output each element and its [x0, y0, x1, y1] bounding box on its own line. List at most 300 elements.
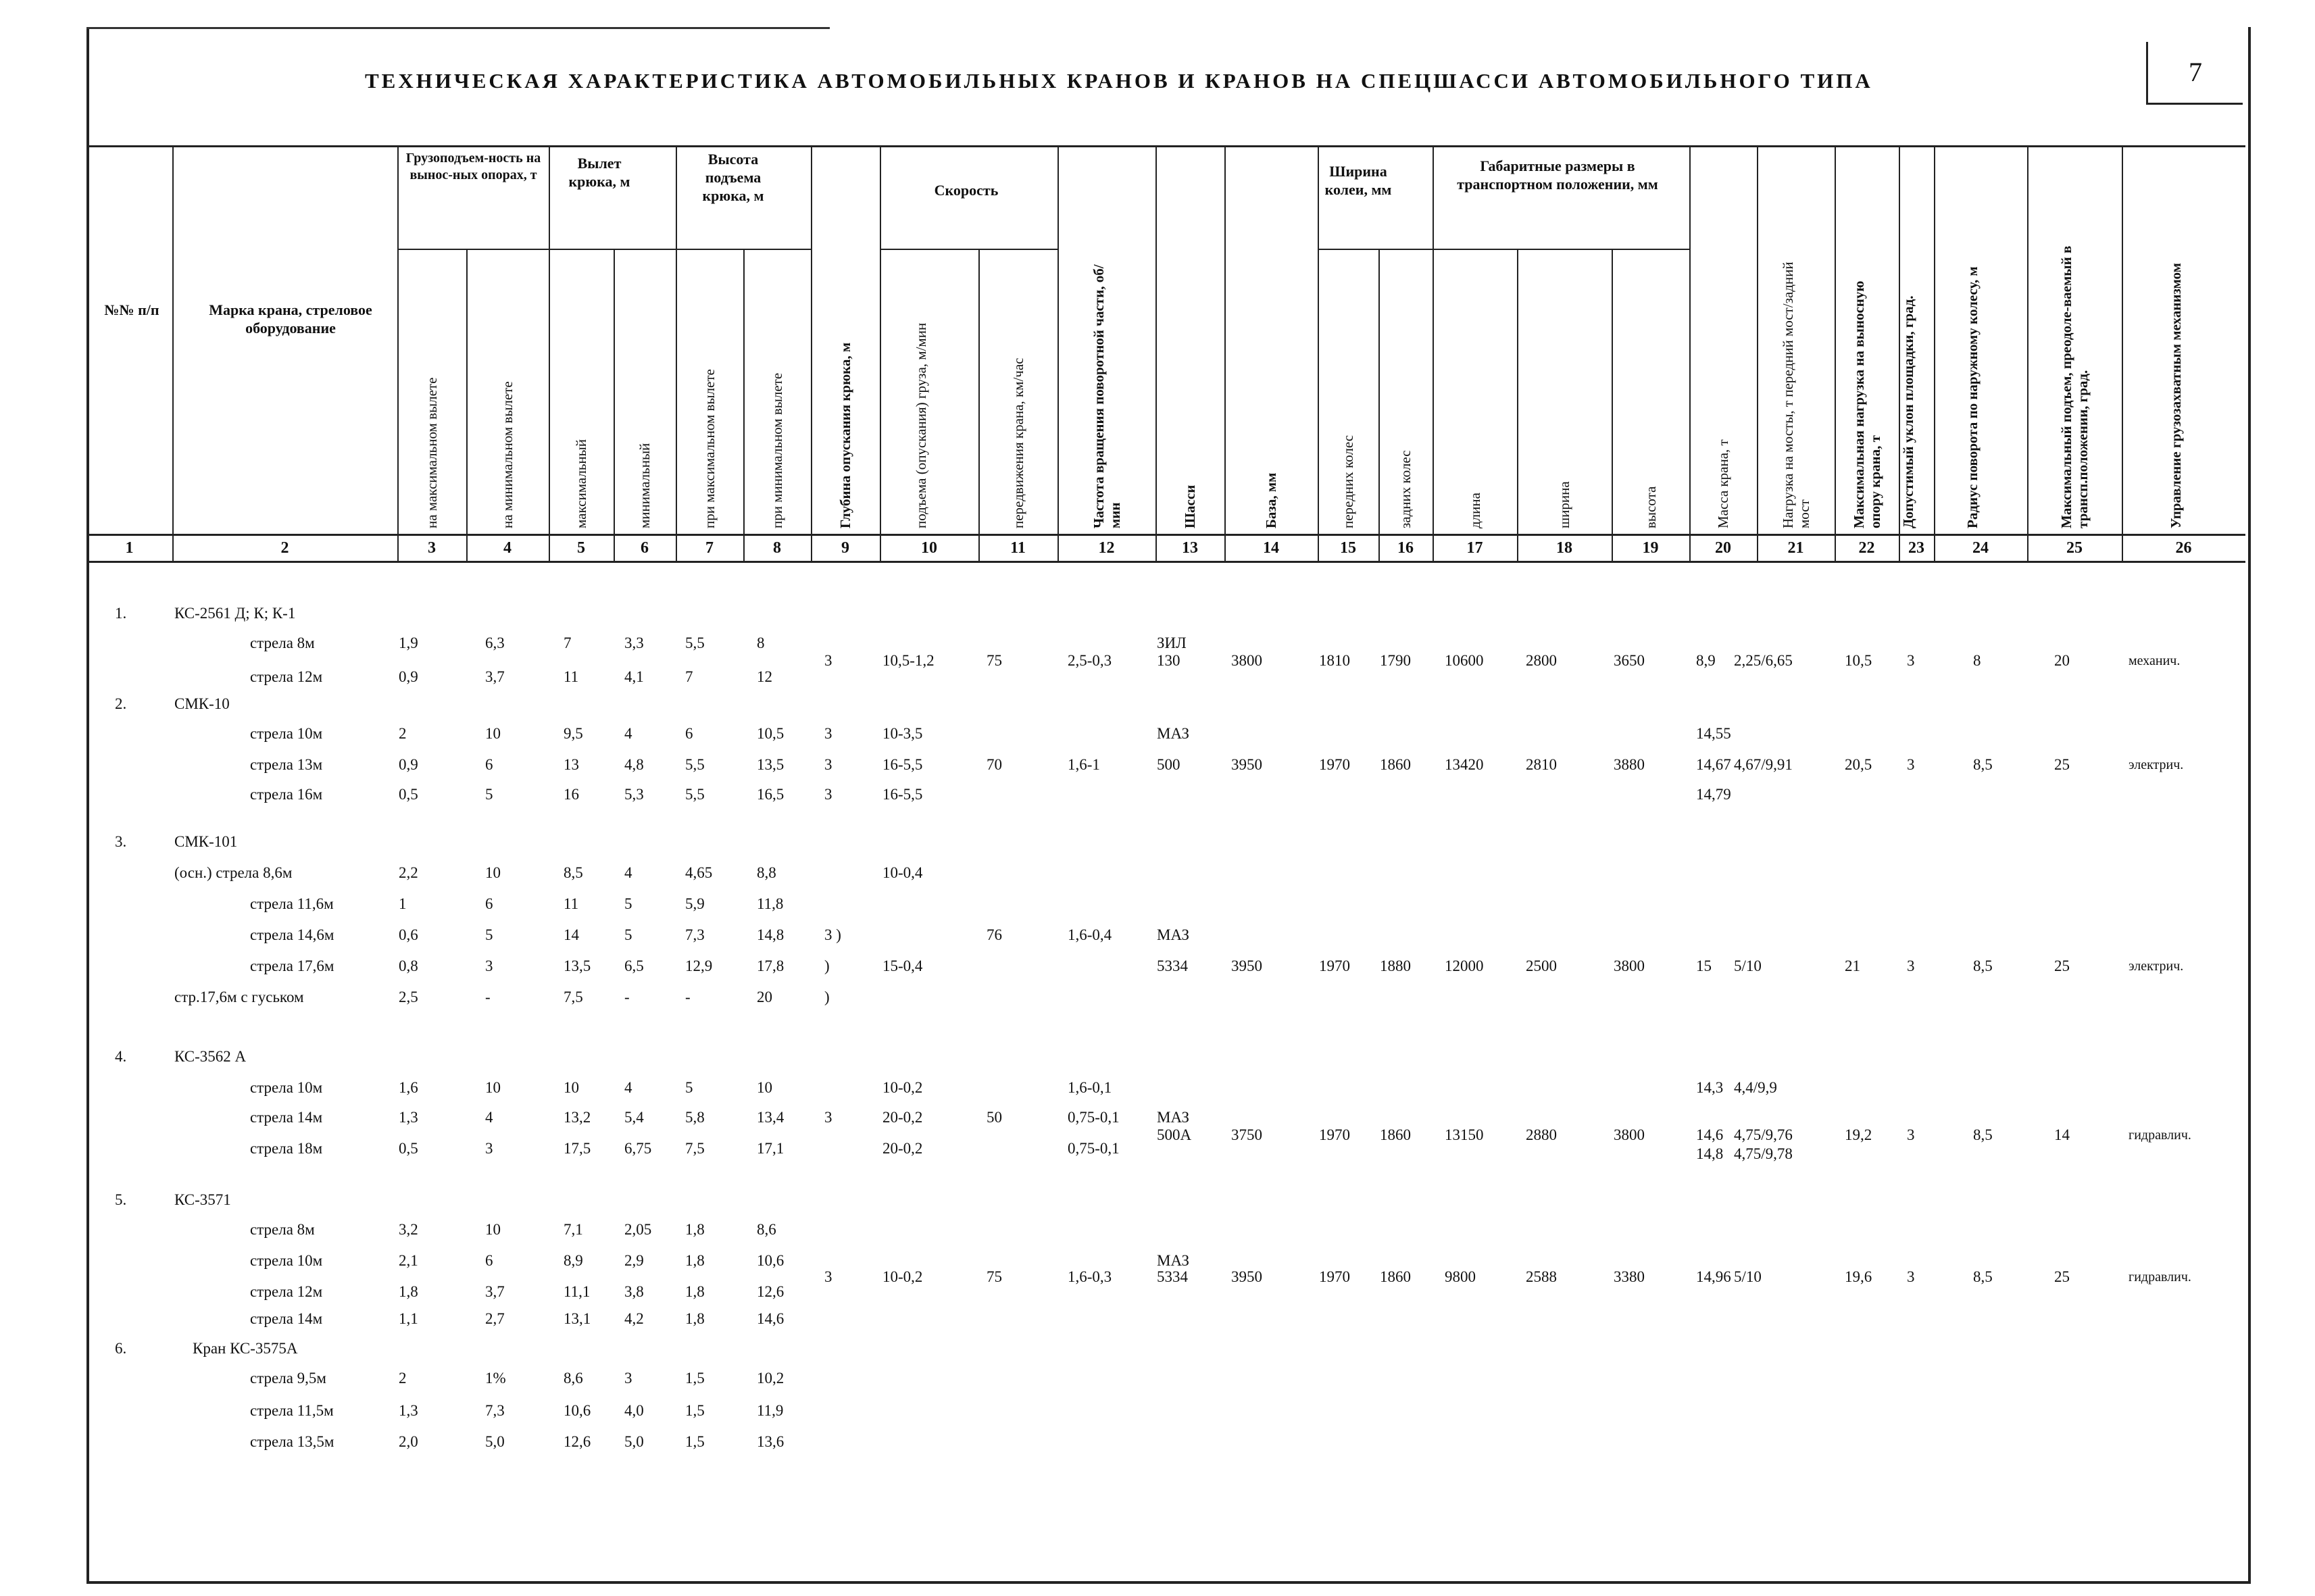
table-cell-c9: 3 — [824, 725, 832, 742]
table-cell-c20: 14,55 — [1696, 725, 1731, 742]
table-cell-c3: 1,9 — [399, 634, 418, 651]
table-cell-c3: 1,3 — [399, 1109, 418, 1126]
grid-number-rule — [86, 561, 2245, 563]
header-lift-speed: подъема (опускания) груза, м/мин — [913, 322, 929, 528]
table-cell-c4: 3 — [485, 1140, 493, 1157]
table-cell-c2: стрела 13м — [250, 756, 323, 773]
table-cell-c1: 1. — [115, 605, 127, 622]
grid-column-rule — [1517, 249, 1518, 561]
table-cell-c5: 13 — [564, 756, 579, 773]
table-cell-c24: 8,5 — [1973, 957, 1993, 974]
grid-column-rule — [1612, 249, 1613, 561]
header-num: №№ п/п — [104, 301, 159, 318]
page-frame — [86, 27, 2251, 1584]
grid-column-rule — [1318, 145, 1319, 561]
column-number: 26 — [2175, 539, 2192, 557]
column-number: 23 — [1908, 539, 1924, 557]
table-cell-c9: 3 — [824, 786, 832, 803]
table-cell-c3: 2,2 — [399, 864, 418, 881]
grid-subheader-rule — [397, 249, 549, 250]
table-cell-c5: 11,1 — [564, 1283, 591, 1300]
table-cell-c16: 1790 — [1380, 652, 1411, 669]
table-cell-c1: 4. — [115, 1048, 127, 1065]
table-cell-c13: 500 — [1157, 756, 1180, 773]
table-cell-c12: 1,6-0,4 — [1068, 926, 1112, 943]
table-cell-c8: 10,5 — [757, 725, 785, 742]
table-cell-c15: 1970 — [1319, 1268, 1350, 1285]
table-cell-c2: стрела 8м — [250, 1221, 315, 1238]
table-cell-c7: 5,9 — [685, 895, 705, 912]
table-cell-c6: 3,3 — [624, 634, 644, 651]
table-cell-c5: 14 — [564, 926, 579, 943]
column-number: 2 — [280, 539, 289, 557]
table-cell-c18: 2500 — [1526, 957, 1557, 974]
column-number: 4 — [503, 539, 512, 557]
table-cell-c7: 1,8 — [685, 1283, 705, 1300]
table-cell-c7: 1,5 — [685, 1433, 705, 1450]
table-cell-c21: 4,4/9,9 — [1734, 1079, 1777, 1096]
table-cell-c18: 2588 — [1526, 1268, 1557, 1285]
grid-top-rule — [86, 145, 2245, 147]
grid-subheader-rule — [880, 249, 1057, 250]
grid-column-rule — [1757, 145, 1758, 561]
table-cell-c16: 1880 — [1380, 957, 1411, 974]
table-cell-c3: 1,8 — [399, 1283, 418, 1300]
table-cell-c11: 50 — [987, 1109, 1002, 1126]
header-cap-max: на максимальном вылете — [424, 377, 440, 528]
table-cell-c21: 4,67/9,91 — [1734, 756, 1793, 773]
header-base: База, мм — [1263, 472, 1279, 528]
table-cell-c8: 17,1 — [757, 1140, 785, 1157]
table-cell-c5: 13,1 — [564, 1310, 591, 1327]
grid-column-rule — [1155, 145, 1157, 561]
table-cell-c3: 0,9 — [399, 756, 418, 773]
table-cell-c6: 4 — [624, 1079, 632, 1096]
table-cell-c4: 6 — [485, 895, 493, 912]
table-cell-c19: 3650 — [1614, 652, 1645, 669]
table-cell-c8: 8,6 — [757, 1221, 776, 1238]
table-cell-c5: 13,5 — [564, 957, 591, 974]
table-cell-c5: 7,1 — [564, 1221, 583, 1238]
table-cell-c19: 3880 — [1614, 756, 1645, 773]
table-cell-c4: 10 — [485, 1079, 501, 1096]
grid-column-rule — [978, 249, 980, 561]
table-cell-c3: 0,9 — [399, 668, 418, 685]
table-cell-c21: 5/10 — [1734, 957, 1762, 974]
table-cell-c22: 10,5 — [1845, 652, 1872, 669]
table-cell-c4: 6 — [485, 756, 493, 773]
table-cell-c2a: КС-3562 А — [174, 1048, 247, 1065]
table-cell-c2: стрела 11,6м — [250, 895, 334, 912]
table-cell-c10: 20-0,2 — [882, 1109, 923, 1126]
table-cell-c6: 5 — [624, 926, 632, 943]
grid-column-rule — [1433, 145, 1434, 561]
table-cell-c2: стрела 17,6м — [250, 957, 334, 974]
grid-column-rule — [1378, 249, 1380, 561]
table-cell-c19: 3800 — [1614, 1126, 1645, 1143]
table-cell-c23: 3 — [1907, 756, 1915, 773]
table-cell-c15: 1970 — [1319, 1126, 1350, 1143]
table-cell-c2c: Кран КС-3575А — [193, 1340, 298, 1357]
table-cell-c20: 14,6 — [1696, 1126, 1724, 1143]
column-number: 20 — [1715, 539, 1731, 557]
table-cell-c18: 2810 — [1526, 756, 1557, 773]
grid-column-rule — [1224, 145, 1226, 561]
table-cell-c7: 5,5 — [685, 786, 705, 803]
table-cell-c2: стрела 10м — [250, 1079, 323, 1096]
table-cell-c7: 7,5 — [685, 1140, 705, 1157]
table-cell-c3: 2 — [399, 725, 407, 742]
table-cell-c10: 10-0,4 — [882, 864, 923, 881]
table-cell-c24: 8,5 — [1973, 1268, 1993, 1285]
table-cell-c10: 15-0,4 — [882, 957, 923, 974]
table-cell-c5: 8,6 — [564, 1370, 583, 1387]
table-cell-c17: 13150 — [1445, 1126, 1484, 1143]
table-cell-c23: 3 — [1907, 652, 1915, 669]
table-cell-c26: гидравлич. — [2129, 1270, 2191, 1285]
column-number: 7 — [705, 539, 714, 557]
header-radius: Радиус поворота по наружному колесу, м — [1964, 266, 1981, 528]
header-reach-min: минимальный — [637, 443, 653, 528]
table-cell-c25: 25 — [2054, 756, 2070, 773]
table-cell-c5: 8,5 — [564, 864, 583, 881]
table-cell-c3: 0,5 — [399, 1140, 418, 1157]
table-cell-c4: 5 — [485, 786, 493, 803]
table-cell-c4: 3,7 — [485, 1283, 505, 1300]
table-cell-c19: 3380 — [1614, 1268, 1645, 1285]
table-cell-c22: 19,6 — [1845, 1268, 1872, 1285]
table-cell-c20: 15 — [1696, 957, 1712, 974]
table-cell-c3: 0,5 — [399, 786, 418, 803]
column-number: 17 — [1466, 539, 1483, 557]
table-cell-c11: 76 — [987, 926, 1002, 943]
table-cell-c6: 5 — [624, 895, 632, 912]
table-cell-c2: стрела 16м — [250, 786, 323, 803]
grid-subheader-rule — [1433, 249, 1689, 250]
table-cell-c7: 6 — [685, 725, 693, 742]
table-cell-c8: 13,4 — [757, 1109, 785, 1126]
table-cell-c6: 4,1 — [624, 668, 644, 685]
table-cell-c13: МАЗ — [1157, 926, 1190, 943]
table-cell-c9: 3 — [824, 652, 832, 669]
table-cell-c17: 13420 — [1445, 756, 1484, 773]
table-cell-c26: электрич. — [2129, 959, 2184, 974]
table-cell-c9: ) — [824, 989, 830, 1005]
table-cell-c5: 17,5 — [564, 1140, 591, 1157]
table-cell-c16: 1860 — [1380, 1126, 1411, 1143]
grid-column-rule — [1689, 145, 1691, 561]
header-h-min: при минимальном вылете — [769, 372, 785, 528]
table-cell-c4: - — [485, 989, 491, 1005]
table-cell-c8: 12,6 — [757, 1283, 785, 1300]
header-reach-max: максимальный — [573, 439, 589, 528]
header-track: Ширина колеи, мм — [1324, 163, 1392, 198]
table-cell-c2: стрела 9,5м — [250, 1370, 326, 1387]
table-cell-c6: 5,4 — [624, 1109, 644, 1126]
table-cell-c9: 3 — [824, 1268, 832, 1285]
table-cell-c14: 3950 — [1231, 957, 1262, 974]
table-cell-c5: 8,9 — [564, 1252, 583, 1269]
grid-column-rule — [466, 249, 468, 561]
table-cell-c17: 12000 — [1445, 957, 1484, 974]
table-cell-c6: 5,3 — [624, 786, 644, 803]
table-cell-c7: 1,5 — [685, 1402, 705, 1419]
table-cell-c9: 3 — [824, 1109, 832, 1126]
table-cell-c2a: КС-2561 Д; К; К-1 — [174, 605, 296, 622]
table-cell-c10: 10-3,5 — [882, 725, 923, 742]
table-cell-c2b: стр.17,6м с гуськом — [174, 989, 304, 1005]
table-cell-c23: 3 — [1907, 1268, 1915, 1285]
header-depth: Глубина опускания крюка, м — [837, 342, 853, 528]
table-cell-c4: 10 — [485, 725, 501, 742]
header-mass: Масса крана, т — [1715, 439, 1731, 528]
table-cell-c7: - — [685, 989, 691, 1005]
column-number: 16 — [1397, 539, 1414, 557]
table-cell-c2: стрела 12м — [250, 668, 323, 685]
table-cell-c3: 0,8 — [399, 957, 418, 974]
table-cell-c7: 12,9 — [685, 957, 713, 974]
column-number: 15 — [1340, 539, 1356, 557]
table-cell-c6: 3 — [624, 1370, 632, 1387]
grid-subheader-rule — [1318, 249, 1433, 250]
table-cell-c19: 3800 — [1614, 957, 1645, 974]
table-cell-c6: 2,05 — [624, 1221, 652, 1238]
table-cell-c8: 16,5 — [757, 786, 785, 803]
table-cell-c5: 7 — [564, 634, 572, 651]
table-cell-c11: 75 — [987, 1268, 1002, 1285]
header-speed: Скорость — [934, 182, 999, 199]
table-cell-c4: 5,0 — [485, 1433, 505, 1450]
table-cell-c8: 11,8 — [757, 895, 784, 912]
table-cell-c10: 10-0,2 — [882, 1268, 923, 1285]
table-cell-c8: 14,8 — [757, 926, 785, 943]
table-cell-c10: 20-0,2 — [882, 1140, 923, 1157]
table-cell-c6: 4 — [624, 864, 632, 881]
table-cell-c8: 10 — [757, 1079, 772, 1096]
table-cell-c8: 17,8 — [757, 957, 785, 974]
table-cell-c8: 8,8 — [757, 864, 776, 881]
table-cell-c12: 0,75-0,1 — [1068, 1140, 1120, 1157]
table-cell-c8: 10,6 — [757, 1252, 785, 1269]
table-cell-c17: 10600 — [1445, 652, 1484, 669]
table-cell-c2a: СМК-10 — [174, 695, 230, 712]
table-cell-c3: 2 — [399, 1370, 407, 1387]
table-cell-c23: 3 — [1907, 957, 1915, 974]
table-cell-c2: стрела 10м — [250, 1252, 323, 1269]
grid-column-rule — [743, 249, 745, 561]
column-number: 25 — [2066, 539, 2083, 557]
table-cell-c12: 1,6-1 — [1068, 756, 1100, 773]
table-cell-c2: стрела 12м — [250, 1283, 323, 1300]
table-cell-c7: 4,65 — [685, 864, 713, 881]
table-cell-c16: 1860 — [1380, 1268, 1411, 1285]
grid-column-rule — [1835, 145, 1836, 561]
grid-column-rule — [1057, 145, 1059, 561]
column-number: 21 — [1787, 539, 1804, 557]
table-cell-c24: 8 — [1973, 652, 1981, 669]
grid-subheader-rule — [549, 249, 676, 250]
table-cell-c24: 8,5 — [1973, 1126, 1993, 1143]
header-axle: Нагрузка на мосты, т передний мост/задний мост — [1779, 261, 1812, 528]
table-cell-c20: 14,8 — [1696, 1145, 1724, 1162]
column-number: 10 — [921, 539, 937, 557]
table-cell-c6: 3,8 — [624, 1283, 644, 1300]
table-cell-c7: 5,8 — [685, 1109, 705, 1126]
table-cell-c4: 6,3 — [485, 634, 505, 651]
table-cell-c7: 1,8 — [685, 1221, 705, 1238]
header-length: длина — [1466, 493, 1483, 528]
header-control: Управление грузозахватным механизмом — [2167, 263, 2184, 528]
table-cell-c22: 19,2 — [1845, 1126, 1872, 1143]
grid-header-rule — [86, 534, 2245, 536]
table-cell-c7: 5 — [685, 1079, 693, 1096]
column-number: 1 — [125, 539, 134, 557]
table-cell-c2b: (осн.) стрела 8,6м — [174, 864, 293, 881]
table-cell-c4: 4 — [485, 1109, 493, 1126]
table-cell-c23: 3 — [1907, 1126, 1915, 1143]
table-cell-c5: 10 — [564, 1079, 579, 1096]
table-cell-c1: 3. — [115, 833, 127, 850]
table-cell-c17: 9800 — [1445, 1268, 1476, 1285]
table-cell-c6: - — [624, 989, 630, 1005]
table-cell-c8: 10,2 — [757, 1370, 785, 1387]
table-cell-c25: 20 — [2054, 652, 2070, 669]
header-heightd: высота — [1642, 486, 1659, 528]
table-cell-c9: ) — [824, 957, 830, 974]
table-cell-c18: 2800 — [1526, 652, 1557, 669]
column-number: 5 — [577, 539, 585, 557]
table-cell-c8: 14,6 — [757, 1310, 785, 1327]
header-rear: задних колес — [1397, 450, 1414, 528]
table-cell-c12: 1,6-0,3 — [1068, 1268, 1112, 1285]
header-reach: Вылет крюка, м — [568, 155, 630, 190]
table-cell-c2: стрела 14,6м — [250, 926, 334, 943]
table-cell-c4: 5 — [485, 926, 493, 943]
table-cell-c8: 11,9 — [757, 1402, 784, 1419]
column-number: 11 — [1010, 539, 1026, 557]
table-cell-c22: 21 — [1845, 957, 1860, 974]
column-number: 19 — [1642, 539, 1659, 557]
table-cell-c6: 4,2 — [624, 1310, 644, 1327]
table-cell-c2a: СМК-101 — [174, 833, 238, 850]
table-cell-c15: 1810 — [1319, 652, 1350, 669]
table-cell-c4: 7,3 — [485, 1402, 505, 1419]
table-cell-c4: 10 — [485, 864, 501, 881]
table-cell-c4: 6 — [485, 1252, 493, 1269]
table-cell-c2: стрела 18м — [250, 1140, 323, 1157]
table-cell-c7: 5,5 — [685, 756, 705, 773]
table-cell-c20: 14,3 — [1696, 1079, 1724, 1096]
grid-column-rule — [811, 145, 812, 561]
top-rule — [86, 27, 830, 29]
header-brand: Марка крана, стреловое оборудование — [209, 301, 372, 336]
table-cell-c10: 16-5,5 — [882, 786, 923, 803]
table-cell-c6: 5,0 — [624, 1433, 644, 1450]
header-capacity: Грузоподъем-ность на вынос-ных опорах, т — [405, 151, 541, 182]
table-cell-c14: 3950 — [1231, 1268, 1262, 1285]
table-cell-c6: 6,75 — [624, 1140, 652, 1157]
column-number: 14 — [1263, 539, 1279, 557]
table-cell-c6: 2,9 — [624, 1252, 644, 1269]
table-cell-c13: 500А — [1157, 1126, 1192, 1143]
table-cell-c20: 14,96 — [1696, 1268, 1731, 1285]
table-cell-c26: электрич. — [2129, 757, 2184, 772]
table-cell-c5: 12,6 — [564, 1433, 591, 1450]
table-cell-c9: 3 ) — [824, 926, 841, 943]
table-cell-c7: 5,5 — [685, 634, 705, 651]
table-cell-c9: 3 — [824, 756, 832, 773]
header-dims: Габаритные размеры в транспортном положении, мм — [1457, 157, 1658, 193]
table-cell-c20: 14,67 — [1696, 756, 1731, 773]
table-cell-c13: МАЗ — [1157, 725, 1190, 742]
table-cell-c25: 14 — [2054, 1126, 2070, 1143]
table-cell-c5: 16 — [564, 786, 579, 803]
header-climb: Максимальный подъем, преодоле-ваемый в трансп.положении, град. — [2058, 245, 2091, 528]
grid-column-rule — [549, 145, 550, 561]
table-cell-c5: 7,5 — [564, 989, 583, 1005]
table-cell-c14: 3950 — [1231, 756, 1262, 773]
table-cell-c12: 1,6-0,1 — [1068, 1079, 1112, 1096]
table-cell-c13: 5334 — [1157, 957, 1188, 974]
table-cell-c4: 3 — [485, 957, 493, 974]
table-cell-c26: механич. — [2129, 653, 2181, 668]
table-cell-c15: 1970 — [1319, 756, 1350, 773]
table-cell-c2: стрела 14м — [250, 1109, 323, 1126]
table-cell-c21: 4,75/9,76 — [1734, 1126, 1793, 1143]
table-cell-c8: 12 — [757, 668, 772, 685]
grid-column-rule — [1934, 145, 1935, 561]
table-cell-c8: 20 — [757, 989, 772, 1005]
table-cell-c20: 14,79 — [1696, 786, 1731, 803]
table-cell-c6: 4,0 — [624, 1402, 644, 1419]
table-cell-c12: 2,5-0,3 — [1068, 652, 1112, 669]
table-cell-c5: 13,2 — [564, 1109, 591, 1126]
table-cell-c2: стрела 10м — [250, 725, 323, 742]
grid-column-rule — [2027, 145, 2028, 561]
table-cell-c11: 70 — [987, 756, 1002, 773]
header-front: передних колес — [1340, 434, 1356, 528]
table-cell-c10: 10-0,2 — [882, 1079, 923, 1096]
column-number: 18 — [1556, 539, 1572, 557]
table-cell-c20: 8,9 — [1696, 652, 1716, 669]
header-travel-speed: передвижения крана, км/час — [1010, 357, 1026, 528]
column-number: 9 — [841, 539, 849, 557]
table-cell-c3: 3,2 — [399, 1221, 418, 1238]
table-cell-c8: 13,6 — [757, 1433, 785, 1450]
table-cell-c12: 0,75-0,1 — [1068, 1109, 1120, 1126]
table-cell-c21: 5/10 — [1734, 1268, 1762, 1285]
table-cell-c8: 13,5 — [757, 756, 785, 773]
table-cell-c10: 10,5-1,2 — [882, 652, 935, 669]
table-cell-c4: 2,7 — [485, 1310, 505, 1327]
document-title: ТЕХНИЧЕСКАЯ ХАРАКТЕРИСТИКА АВТОМОБИЛЬНЫХ КРАНОВ И КРАНОВ НА СПЕЦШАССИ АВТОМОБИЛЬНОГО ТИПА — [365, 69, 1873, 93]
table-cell-c6: 6,5 — [624, 957, 644, 974]
grid-column-rule — [397, 145, 399, 561]
table-cell-c5: 11 — [564, 895, 579, 912]
table-cell-c4: 3,7 — [485, 668, 505, 685]
grid-column-rule — [614, 249, 615, 561]
header-width: ширина — [1556, 481, 1572, 528]
table-cell-c2: стрела 8м — [250, 634, 315, 651]
table-cell-c22: 20,5 — [1845, 756, 1872, 773]
table-cell-c7: 1,8 — [685, 1252, 705, 1269]
table-cell-c21: 4,75/9,78 — [1734, 1145, 1793, 1162]
table-cell-c1: 2. — [115, 695, 127, 712]
table-cell-c1: 5. — [115, 1191, 127, 1208]
table-cell-c13: 5334 — [1157, 1268, 1188, 1285]
table-cell-c5: 11 — [564, 668, 579, 685]
column-number: 12 — [1098, 539, 1115, 557]
